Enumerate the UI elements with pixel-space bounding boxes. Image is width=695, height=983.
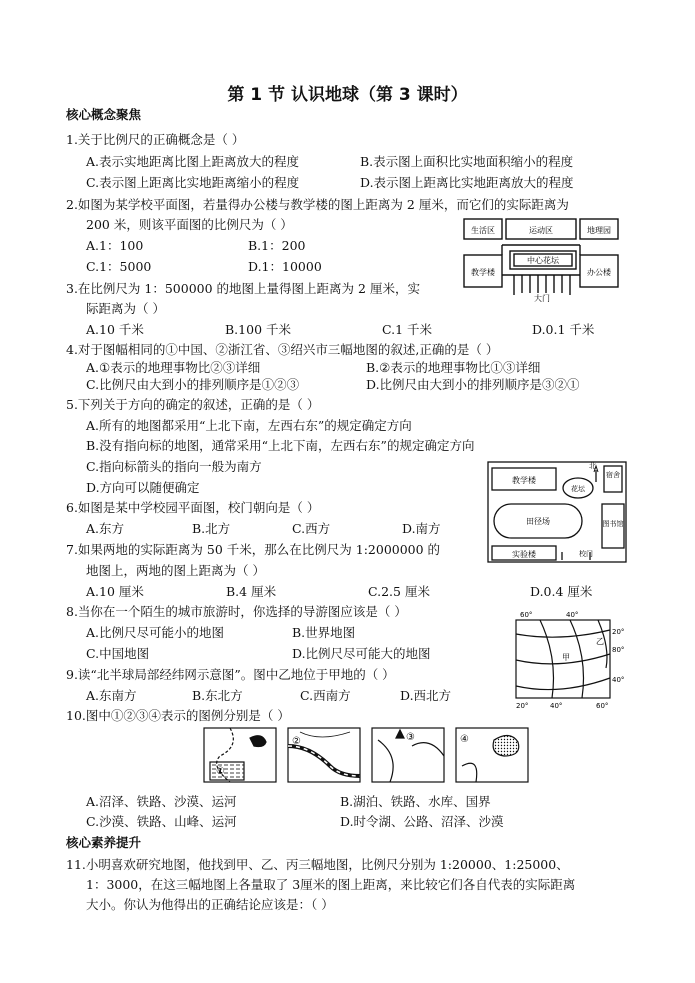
q8-option-b: B.世界地图 xyxy=(292,625,356,640)
q6-option-c: C.西方 xyxy=(292,521,331,536)
q4-option-d: D.比例尺由大到小的排列顺序是③②① xyxy=(366,377,580,392)
q1-option-b: B.表示图上面积比实地面积缩小的程度 xyxy=(360,154,574,169)
fig9-lat-20: 20° xyxy=(612,628,625,636)
q4-option-b: B.②表示的地理事物比①③详细 xyxy=(366,360,541,375)
q5-stem: 5.下列关于方向的确定的叙述，正确的是（ ） xyxy=(66,397,320,412)
fig2-label-sports: 运动区 xyxy=(529,226,553,235)
q9-option-b: B.东北方 xyxy=(192,688,243,703)
campus-plan-figure-q6 xyxy=(486,460,630,564)
section-heading-core-literacy: 核心素养提升 xyxy=(66,835,142,850)
q2-stem-line1: 2.如图为某学校平面图，若量得办公楼与教学楼的图上距离为 2 厘米，而它们的实际距离为 xyxy=(66,197,569,212)
q1-option-c: C.表示图上距离比实地距离缩小的程度 xyxy=(86,175,300,190)
fig9-point-jia: 甲 xyxy=(562,653,570,662)
graticule-figure-q9 xyxy=(500,608,628,712)
q1-option-a: A.表示实地距离比图上距离放大的程度 xyxy=(86,154,300,169)
q9-option-c: C.西南方 xyxy=(300,688,351,703)
fig6-label-flowerbed: 花坛 xyxy=(571,485,585,493)
fig2-label-teaching: 教学楼 xyxy=(471,268,495,277)
q5-option-b: B.没有指向标的地图，通常采用“上北下南，左西右东”的规定确定方向 xyxy=(86,438,475,453)
fig9-lon-bottom-20: 20° xyxy=(516,702,529,710)
q7-option-a: A.10 厘米 xyxy=(86,584,144,599)
fig9-lat-80: 80° xyxy=(612,646,625,654)
q7-option-d: D.0.4 厘米 xyxy=(530,584,593,599)
q8-stem: 8.当你在一个陌生的城市旅游时，你选择的导游图应该是（ ） xyxy=(66,604,407,619)
q5-option-d: D.方向可以随便确定 xyxy=(86,480,200,495)
q10-option-d: D.时令湖、公路、沼泽、沙漠 xyxy=(340,814,504,829)
q7-option-b: B.4 厘米 xyxy=(226,584,277,599)
section-heading-core-concepts: 核心概念聚焦 xyxy=(66,107,142,122)
q11-stem-line1: 11.小明喜欢研究地图，他找到甲、乙、丙三幅地图，比例尺分别为 1:20000、1:25000、 xyxy=(66,857,569,872)
q10-option-b: B.湖泊、铁路、水库、国界 xyxy=(340,794,491,809)
fig9-point-yi: 乙 xyxy=(596,637,604,646)
fig9-lon-top-60: 60° xyxy=(520,611,533,619)
q8-option-c: C.中国地图 xyxy=(86,646,150,661)
q2-option-d: D.1：10000 xyxy=(248,259,322,274)
q9-stem: 9.读“北半球局部经纬网示意图”。图中乙地位于甲地的（ ） xyxy=(66,667,395,682)
fig2-label-living: 生活区 xyxy=(471,226,495,235)
q9-option-a: A.东南方 xyxy=(86,688,137,703)
q10-option-a: A.沼泽、铁路、沙漠、运河 xyxy=(86,794,237,809)
fig6-label-track: 田径场 xyxy=(526,517,550,526)
q7-stem-line2: 地图上，两地的图上距离为（ ） xyxy=(86,563,265,578)
fig2-label-gate: 大门 xyxy=(534,294,550,303)
q6-option-b: B.北方 xyxy=(192,521,231,536)
fig10-label-2: ② xyxy=(292,736,301,747)
q1-option-d: D.表示图上距离比实地距离放大的程度 xyxy=(360,175,574,190)
fig6-label-dorm: 宿舍 xyxy=(606,471,620,479)
fig9-lon-bottom-60: 60° xyxy=(596,702,609,710)
q6-option-a: A.东方 xyxy=(86,521,125,536)
page-title: 第 1 节 认识地球（第 3 课时） xyxy=(227,85,468,105)
q5-option-c: C.指向标箭头的指向一般为南方 xyxy=(86,459,262,474)
q11-stem-line3: 大小。你认为他得出的正确结论应该是：（ ） xyxy=(86,897,334,912)
q6-option-d: D.南方 xyxy=(402,521,441,536)
q7-stem-line1: 7.如果两地的实际距离为 50 千米，那么在比例尺为 1:2000000 的 xyxy=(66,542,441,557)
q2-option-a: A.1：100 xyxy=(86,238,144,253)
q6-stem: 6.如图是某中学校园平面图，校门朝向是（ ） xyxy=(66,500,320,515)
fig2-label-garden: 中心花坛 xyxy=(527,256,559,265)
fig2-label-geo-garden: 地理园 xyxy=(587,226,611,235)
fig9-lon-bottom-40: 40° xyxy=(550,702,563,710)
fig6-north: 北 xyxy=(589,462,596,470)
q4-option-a: A.①表示的地理事物比②③详细 xyxy=(86,360,261,375)
q4-option-c: C.比例尺由大到小的排列顺序是①②③ xyxy=(86,377,300,392)
fig6-label-gate: 校门 xyxy=(579,550,593,558)
q2-option-b: B.1：200 xyxy=(248,238,306,253)
q3-stem-line1: 3.在比例尺为 1：500000 的地图上量得图上距离为 2 厘米，实 xyxy=(66,281,420,296)
q2-option-c: C.1：5000 xyxy=(86,259,152,274)
fig10-label-3: ③ xyxy=(406,732,415,743)
fig6-label-teaching: 教学楼 xyxy=(512,476,536,485)
q3-option-b: B.100 千米 xyxy=(225,322,291,337)
q8-option-d: D.比例尺尽可能大的地图 xyxy=(292,646,431,661)
q3-option-d: D.0.1 千米 xyxy=(532,322,595,337)
fig6-label-library: 图书馆 xyxy=(602,520,624,528)
q9-option-d: D.西北方 xyxy=(400,688,452,703)
q4-stem: 4.对于图幅相同的①中国、②浙江省、③绍兴市三幅地图的叙述,正确的是（ ） xyxy=(66,342,499,357)
fig9-lat-40: 40° xyxy=(612,676,625,684)
q5-option-a: A.所有的地图都采用“上北下南，左西右东”的规定确定方向 xyxy=(86,418,412,433)
q3-stem-line2: 际距离为（ ） xyxy=(86,301,165,316)
fig6-label-lab: 实验楼 xyxy=(512,550,536,559)
fig10-label-4: ④ xyxy=(460,734,469,745)
map-symbols-figure-q10 xyxy=(200,726,530,786)
q7-option-c: C.2.5 厘米 xyxy=(368,584,430,599)
fig10-label-1: ① xyxy=(216,766,225,777)
q11-stem-line2: 1：3000，在这三幅地图上各量取了 3厘米的图上距离，来比较它们各自代表的实际距离 xyxy=(86,877,576,892)
school-plan-figure-q2 xyxy=(462,215,622,305)
q10-option-c: C.沙漠、铁路、山峰、运河 xyxy=(86,814,237,829)
q3-option-a: A.10 千米 xyxy=(86,322,144,337)
q10-stem: 10.图中①②③④表示的图例分别是（ ） xyxy=(66,708,290,723)
q2-stem-line2: 200 米，则该平面图的比例尺为（ ） xyxy=(86,217,293,232)
q8-option-a: A.比例尺尽可能小的地图 xyxy=(86,625,225,640)
fig2-label-office: 办公楼 xyxy=(587,268,611,277)
fig9-lon-top-40: 40° xyxy=(566,611,579,619)
q3-option-c: C.1 千米 xyxy=(382,322,433,337)
q1-stem: 1.关于比例尺的正确概念是（ ） xyxy=(66,132,245,147)
